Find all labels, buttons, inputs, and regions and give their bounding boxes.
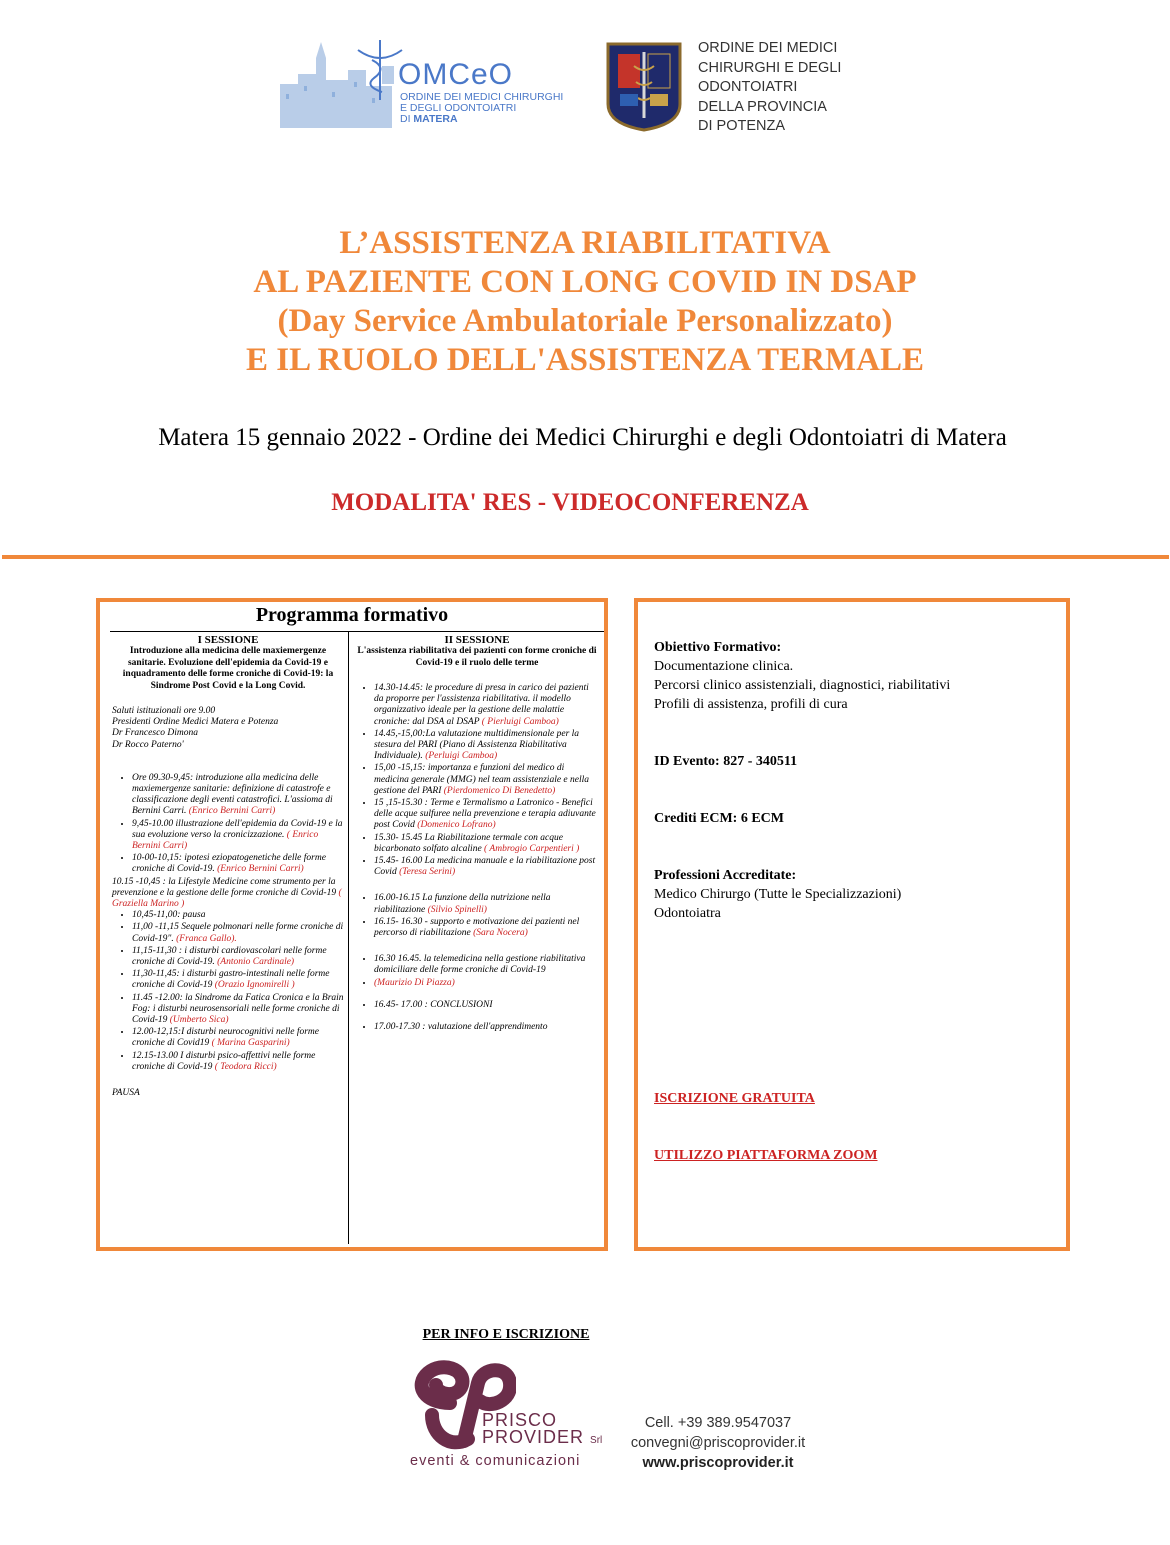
list-item: • 14.45,-15,00:La valutazione multidimensionale per la stesura del PARI (Piano di Assistenza Riabilitativa Individuale). (Perluigi Camboa) [374, 729, 600, 763]
list-item: • 11,15-11,30 : i disturbi cardiovascolari nelle forme croniche di Covid-19. (Antonio Cardinale) [132, 946, 344, 968]
event-title [0, 224, 1170, 380]
list-item: • 15,00 -15,15: importanza e funzioni del medico di medicina generale (MMG) nel team assistenziale e nella gestione del PARI (Pierdomenico Di Benedetto) [374, 763, 600, 797]
list-item: • 12.15-13.00 I disturbi psico-affettivi nelle forme croniche di Covid-19 ( Teodora Ricci) [132, 1051, 344, 1073]
list-item: • 16.30 16.45. la telemedicina nella gestione riabilitativa domiciliare delle forme croniche di Covid-19 [374, 954, 600, 976]
list-item: • 14.30-14.45: le procedure di presa in carico dei pazienti da proporre per l'assistenza riabilitativa. il modello organizzativo ideale per la gestione delle malattie croniche: dal DSA al DSAP ( Pierluigi Camboa) [374, 683, 600, 728]
list-item: • 9,45-10.00 illustrazione dell'epidemia da Covid-19 e la sua evoluzione verso la cronicizzazione. ( Enrico Bernini Carri) [132, 819, 344, 853]
session-1-column [112, 634, 344, 1099]
list-item: • 10,45-11,00: pausa [132, 910, 344, 921]
title-line: E IL RUOLO DELL'ASSISTENZA TERMALE [246, 342, 924, 378]
per-info-heading: PER INFO E ISCRIZIONE [422, 1327, 590, 1342]
crediti-ecm: Crediti ECM: 6 ECM [654, 811, 784, 826]
session-1-list-b [112, 910, 344, 1073]
event-date-venue: Matera 15 gennaio 2022 - Ordine dei Medici Chirurghi e degli Odontoiatri di Matera [158, 424, 1007, 451]
column-divider [348, 632, 349, 1244]
list-item: • Ore 09.30-9,45: introduzione alla medicina delle maxiemergenze sanitarie: definizione di catastrofe e classificazione degli eventi catastrofici. L'assioma di Bernini Carri. (Enrico Bernini Carri) [132, 773, 344, 818]
list-item: • 15.30- 15.45 La Riabilitazione termale con acque bicarbonato solfato alcaline ( Ambrogio Carpentieri ) [374, 833, 600, 855]
list-item: • 16.15- 16.30 - supporto e motivazione dei pazienti nel percorso di riabilitazione (Sara Nocera) [374, 917, 600, 939]
session-2-list-d [354, 1000, 600, 1011]
omceo-name: OMCeO [398, 58, 514, 91]
list-item: • (Maurizio Di Piazza) [374, 978, 600, 989]
programma-box [96, 598, 608, 1251]
lifestyle-item: 10.15 -10,45 : la Lifestyle Medicine come strumento per la prevenzione e la gestione delle forme croniche di Covid-19 ( Graziella Marino ) [112, 876, 342, 910]
session-2-list-a [354, 683, 600, 878]
potenza-crest-logo [604, 42, 684, 132]
pausa-label: PAUSA [112, 1088, 140, 1099]
email-link[interactable]: convegni@priscoprovider.it [630, 1435, 806, 1451]
session-1-description: Introduzione alla medicina delle maxiemergenze sanitarie. Evoluzione dell'epidemia da Covid-19 e inquadramento delle forme croniche di Covid-19: la Sindrome Post Covid e la Long Covid. [122, 646, 334, 691]
valutazione-item: • 17.00-17.30 : valutazione dell'apprendimento [374, 1022, 600, 1033]
session-2-heading: II SESSIONE [444, 634, 510, 646]
brand-tagline: eventi & comunicazioni [410, 1453, 581, 1469]
potenza-order-name: ORDINE DEI MEDICI CHIRURGHI E DEGLI ODONTOIATRI DELLA PROVINCIA DI POTENZA [698, 40, 842, 134]
event-mode: MODALITA' RES - VIDEOCONFERENZA [331, 489, 809, 516]
list-item: • 12.00-12,15:I disturbi neurocognitivi nelle forme croniche di Covid19 ( Marina Gasparini) [132, 1027, 344, 1049]
website-link[interactable]: www.priscoprovider.it [642, 1455, 794, 1471]
orange-divider [2, 555, 1169, 559]
iscrizione-gratuita-link[interactable]: ISCRIZIONE GRATUITA [654, 1091, 815, 1106]
list-item: • 15.45- 16.00 La medicina manuale e la riabilitazione post Covid (Teresa Serini) [374, 856, 600, 878]
list-item: • 11,00 -11,15 Sequele polmonari nelle forme croniche di Covid-19". (Franca Gallo). [132, 922, 344, 944]
session-2-list-e [354, 1022, 600, 1033]
contacts-block [624, 1413, 812, 1473]
title-line: (Day Service Ambulatoriale Personalizzato) [277, 303, 893, 339]
list-item: • 11.45 -12.00: la Sindrome da Fatica Cronica e la Brain Fog: i disturbi neurosensoriali nelle forme croniche di Covid-19 (Umberto Sica) [132, 993, 344, 1027]
session-1-list-a [112, 773, 344, 876]
title-line: L’ASSISTENZA RIABILITATIVA [339, 225, 831, 261]
session-2-list-b [354, 893, 600, 939]
phone-number: Cell. +39 389.9547037 [644, 1415, 792, 1431]
list-item: • 10-00-10,15: ipotesi eziopatogenetiche delle forme croniche di Covid-19. (Enrico Bernini Carri) [132, 853, 344, 875]
obiettivo-label: Obiettivo Formativo: [654, 640, 782, 655]
list-item: • 11,30-11,45: i disturbi gastro-intestinali nelle forme croniche di Covid-19 (Orazio Ignomirelli ) [132, 969, 344, 991]
list-item: • 15 ,15-15.30 : Terme e Termalismo a Latronico - Benefici delle acque sulfuree nella prevenzione e terapia adiuvante post Covid (Domenico Lofrano) [374, 798, 600, 832]
session-2-list-c [354, 954, 600, 989]
programma-table [110, 631, 604, 1244]
list-item: • 16.00-16.15 La funzione della nutrizione nella riabilitazione (Silvio Spinelli) [374, 893, 600, 915]
session-2-description: L'assistenza riabilitativa dei pazienti con forme croniche di Covid-19 e il ruolo delle terme [357, 646, 597, 668]
obiettivo-line: Profili di assistenza, profili di cura [654, 697, 848, 712]
obiettivo-line: Percorsi clinico assistenziali, diagnostici, riabilitativi [654, 678, 951, 693]
omceo-subtitle: ORDINE DEI MEDICI CHIRURGHI E DEGLI ODONTOIATRI DI MATERA [400, 91, 564, 125]
id-evento: ID Evento: 827 - 340511 [654, 754, 798, 769]
conclusioni-item: • 16.45- 17.00 : CONCLUSIONI [374, 1000, 600, 1011]
zoom-platform-link[interactable]: UTILIZZO PIATTAFORMA ZOOM [654, 1148, 878, 1163]
saluti-block: Saluti istituzionali ore 9.00 Presidenti Ordine Medici Matera e Potenza Dr Francesco Dimona Dr Rocco Paterno' [112, 706, 279, 750]
info-content [654, 638, 1054, 1165]
title-line: AL PAZIENTE CON LONG COVID IN DSAP [253, 264, 917, 300]
prisco-provider-brand: PRISCO PROVIDER Srl [482, 1410, 603, 1447]
professione-line: Medico Chirurgo (Tutte le Specializzazioni) [654, 887, 902, 902]
info-box [634, 598, 1070, 1251]
session-1-heading: I SESSIONE [197, 634, 259, 646]
session-2-column [354, 634, 600, 1034]
obiettivo-line: Documentazione clinica. [654, 659, 794, 674]
professioni-label: Professioni Accreditate: [654, 868, 797, 883]
professione-line: Odontoiatra [654, 906, 721, 921]
programma-title: Programma formativo [255, 604, 449, 626]
